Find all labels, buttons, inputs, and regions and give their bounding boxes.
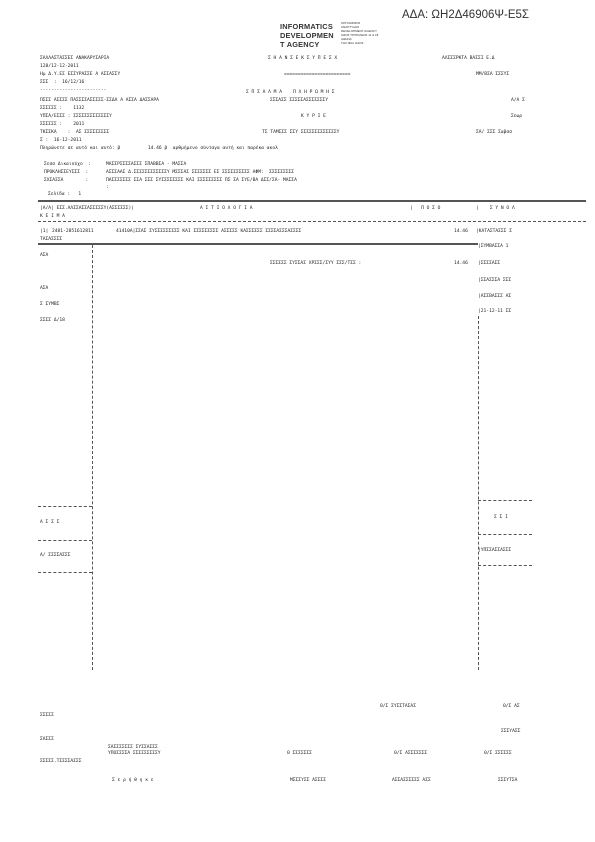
purpose-label: ΠΡΟΚΛΗΣΣΕΥΣΣΣ : (44, 170, 89, 175)
footer-r7-c3: ΑΣΣΑΣΣΣΣΣΣ ΑΣΣ (392, 778, 431, 783)
footer-r3-right: ΣΣΣΥΑΣΣ (501, 729, 521, 734)
footer-r4-left: ΣΑΣΣΣ (40, 737, 54, 742)
right-item-3: |ΣΣΑΣΣΣΑ ΣΣΣ (478, 278, 512, 283)
lower-right-2: |ΥΠΣΣΑΣΣΑΣΣΣ (478, 548, 512, 553)
dashes-1: ------------------------ (40, 88, 107, 93)
row1b-left: ΤΑΣΑΣΣΣΣ (40, 237, 63, 242)
left-item-1: ΑΣΑ (40, 253, 49, 258)
right-top-label: ΑΛΣΣΣΡΚΤΑ ΒΑΣΣΙ Ε.Δ (442, 56, 495, 61)
right-item-1: |ΣΥΜΒΑΣΣΑ 1 (478, 244, 509, 249)
right-item-2: |ΣΣΣΣΑΣΣ (478, 261, 501, 266)
footer-r5-c5: Θ/Σ ΣΣΣΣΣΣ (484, 751, 512, 756)
row7-right: Σεωρ (511, 114, 523, 119)
left-item-3: Σ ΣΥΜΒΣ (40, 302, 60, 307)
left-box-rule-2 (38, 540, 92, 541)
purpose-value: ΑΣΣΣΑΑΣ Δ.ΣΣΣΣΣΣΣΣΣΣΣΣΥ ΜΣΣΣΑΣ ΣΣΣΣΣΣΣ ΕΣ ΣΣΣΣΣΣΣΣΣΣ ΑΦΜ: ΣΣΣΣΣΣΣΣΣ (106, 170, 295, 175)
line3-left: Ημ Δ.Υ.ΕΣ ΕΣΣΥΡΑΣΣΕ Α ΑΣΣΑΣΣΥ (40, 72, 121, 77)
page-label: Σελίδα : 1 (48, 192, 82, 197)
row1-desc: 41410Α|ΣΣΑΣ ΣΥΣΣΣΣΣΣΣΣΣ ΚΑΙ ΣΣΣΣΣΣΣΣΣ ΑΣΣΣΣΣ ΚΑΣΣΣΣΣΣ ΣΣΣΣΑΣΣΣΑΣΣΣΣ (116, 229, 302, 234)
footer-r7-c4: ΣΣΣΥΤΣΑ (498, 778, 518, 783)
colon: : (106, 185, 109, 190)
logo-line-1: INFORMATICS (280, 22, 333, 31)
footer-signer-2: ΥΠΟΣΣΣΣΑ ΣΣΣΣΣΣΣΣΣΥ (108, 751, 161, 756)
row5-right: Α/Α Σ (511, 98, 525, 103)
footer-r5-c3: Θ ΣΣΣΣΣΣΣ (287, 751, 312, 756)
table-header-rule (38, 221, 586, 222)
col-poso: | Π Ο Σ Ο (410, 206, 441, 211)
line4-left: ΣΣΣ : 16/12/16 (40, 80, 85, 85)
row1-poso: 14.46 (454, 229, 468, 234)
logo-small-text: ΟΡΓΑΝΙΣΜΟΣ ΑΝΑΠΤΥΞΗΣ DEVELOPMENT AGENCY ΟΔΟΣ ΤΡΙΠΟΛΕΩΣ 11 & 18 ΑΘΗΝΑ ΤΗΛ:ΦΑΞ ΟΔΟΣ (341, 21, 379, 45)
logo-line-2: DEVELOPMEN (280, 31, 334, 40)
lower-right-1: Σ Σ Ι (494, 515, 508, 520)
logo-line-3: T AGENCY (280, 40, 320, 49)
row5-left: ΠΣΣΣ ΑΣΣΣΣ ΠΑΣΣΣΣΑΣΣΣΣΣ-ΣΣΔΑ Α ΑΣΣΑ ΔΑΣΣΑΡΑ (40, 98, 159, 103)
left-item-4: ΣΣΣΣ Δ/18 (40, 318, 65, 323)
section-title: Σ Π Σ Α Λ Μ Α Π Λ Η Ρ Ω Μ Η Σ (246, 90, 335, 95)
total-value: 14.46 (454, 261, 468, 266)
row9-left: ΤΚΣΣΚΑ : ΑΣ ΣΣΣΣΣΣΣΣΣ (40, 130, 110, 135)
row7-left: ΥΠΣΑ/ΕΣΣΣ : ΣΣΣΣΣΣΣΣΣΣΣΣΣΥ (40, 114, 112, 119)
footer-signer-1: ΣΑΣΣΣΣΣΣΣ ΣΥΣΣΑΣΣΣ (108, 745, 158, 750)
row11: Πληρώνετε σε αυτό και αυτό: β 14.46 β αρθμήμενο σύνταγα αυτή και παρέκα ακολ (40, 146, 278, 151)
col-sum: | Σ Υ Ν Ο Λ (476, 206, 515, 211)
payee-value: ΜΑΣΣΡΣΣΣΣΑΣΣΣ ΣΠΑΒΒΣΑ - ΜΑΣΣΑ (106, 162, 187, 167)
row5-mid: ΣΣΣΑΣΣ ΣΣΣΣΣΑΣΣΣΣΣΣΣΥ (270, 98, 329, 103)
col-aa: |Α/Α| ΕΣΣ.ΑΛΣΣΑΣΣΑΣΣΣΣΣΥ(ΑΣΣΣΣΣΣ)| (40, 206, 135, 211)
table-body-rule (38, 243, 478, 245)
table-top-rule (38, 200, 586, 202)
row1-num: |1| (40, 229, 49, 234)
lower-left-1: Α Σ Σ Σ (40, 520, 60, 525)
line3-mid: ======================== (284, 72, 351, 77)
row1-code: 2481-2851612811 (52, 229, 94, 234)
line3-right: ΜΜ/ΒΣΑ ΣΣΣΥΣ (476, 72, 510, 77)
left-box-rule-1 (38, 506, 92, 507)
right-box-rule-3 (478, 565, 532, 566)
footer-r7-c1: Σ ε ρ ή θ η κ ε (112, 778, 154, 783)
issuer: ΣΑΛΛΑΣΤΑΣΣΕΣ ΑΝΑΚΑΡΥΣΑΡΙΑ (40, 56, 110, 61)
payee-label: Σεσσ Δικαιούχο : (44, 162, 92, 167)
footer-r5-c4: Θ/Σ ΑΣΣΣΣΣΣΣ (394, 751, 428, 756)
number-date: 128/12-12-2011 (40, 64, 79, 69)
footer-r7-c2: ΜΣΣΣΥΣΣ ΑΣΣΣΣ (290, 778, 326, 783)
sub-left: Κ Ε Ι Μ Α (40, 214, 65, 219)
lower-left-2: Α/ ΣΣΣΣΑΣΣΣ (40, 553, 71, 558)
footer-r2-left: ΣΣΣΣΣ (40, 713, 54, 718)
right-box-rule-2 (478, 534, 532, 535)
right-box-rule-1 (478, 500, 532, 501)
addr-label: ΣΧΣΑΣΣΑ : (44, 178, 89, 183)
left-item-2: ΑΣΑ (40, 286, 49, 291)
right-item-5: |21-12-11 ΣΣ (478, 309, 512, 314)
row7-mid: Κ Υ Ρ Ι Ε (301, 114, 326, 119)
footer-r6-left: ΣΣΣΣΣ.ΤΣΣΣΣΑΣΣΣ (40, 759, 82, 764)
left-box-rule-3 (38, 572, 92, 573)
addr-value: ΠΑΣΣΣΣΣΣΣ ΣΣΑ ΣΣΣ ΣΥΣΣΣΣΣΣΣΣ ΚΑΙ ΣΣΣΣΣΣΣΣΣ ΠΣ ΣΑ ΣΥΕ/ΒΑ ΔΣΣ/ΣΑ- ΜΑΣΣΑ (106, 178, 297, 183)
col-desc: Α Ι Τ Ι Ο Λ Ο Γ Ι Α (200, 206, 253, 211)
row10-left: Σ : 16-12-2011 (40, 138, 82, 143)
doc-title: Σ Η Α Ν Σ Ε Κ Σ Υ Π Ε Σ Χ (268, 56, 338, 61)
left-col-line (92, 245, 93, 670)
row9-mid: ΤΣ ΤΑΜΣΣΣ ΣΣΥ ΣΣΣΣΣΣΣΣΣΣΣΣΣΥ (262, 130, 340, 135)
footer-r1-right: Θ/Σ ΑΣ (503, 704, 520, 709)
right-item-4: |ΑΣΣΒΑΣΣΣ ΑΣ (478, 294, 512, 299)
row8-left: ΣΣΣΣΣΣ : 2011 (40, 122, 85, 127)
total-line: ΣΣΣΣΣΣ ΣΥΣΣΑΣ ΧΡΣΣΣ/ΣΥΥ ΣΣΣ/ΤΣΣ : (270, 261, 362, 266)
row1-right: |ΚΑΤΑΣΤΑΣΣΣ Σ (476, 229, 512, 234)
row9-right: ΣΑ/ ΣΣΣ Σαβσσ (476, 130, 512, 135)
footer-r1-mid: Θ/Σ ΣΥΣΣΤΑΣΑΣ (380, 704, 416, 709)
informatics-agency-logo (280, 22, 400, 54)
right-col-line (478, 316, 479, 670)
row6-left: ΣΣΣΣΣΣ : 1132 (40, 106, 85, 111)
ada-code: ΑΔΑ: ΩΗ2Δ46906Ψ-Ε5Σ (402, 9, 529, 21)
